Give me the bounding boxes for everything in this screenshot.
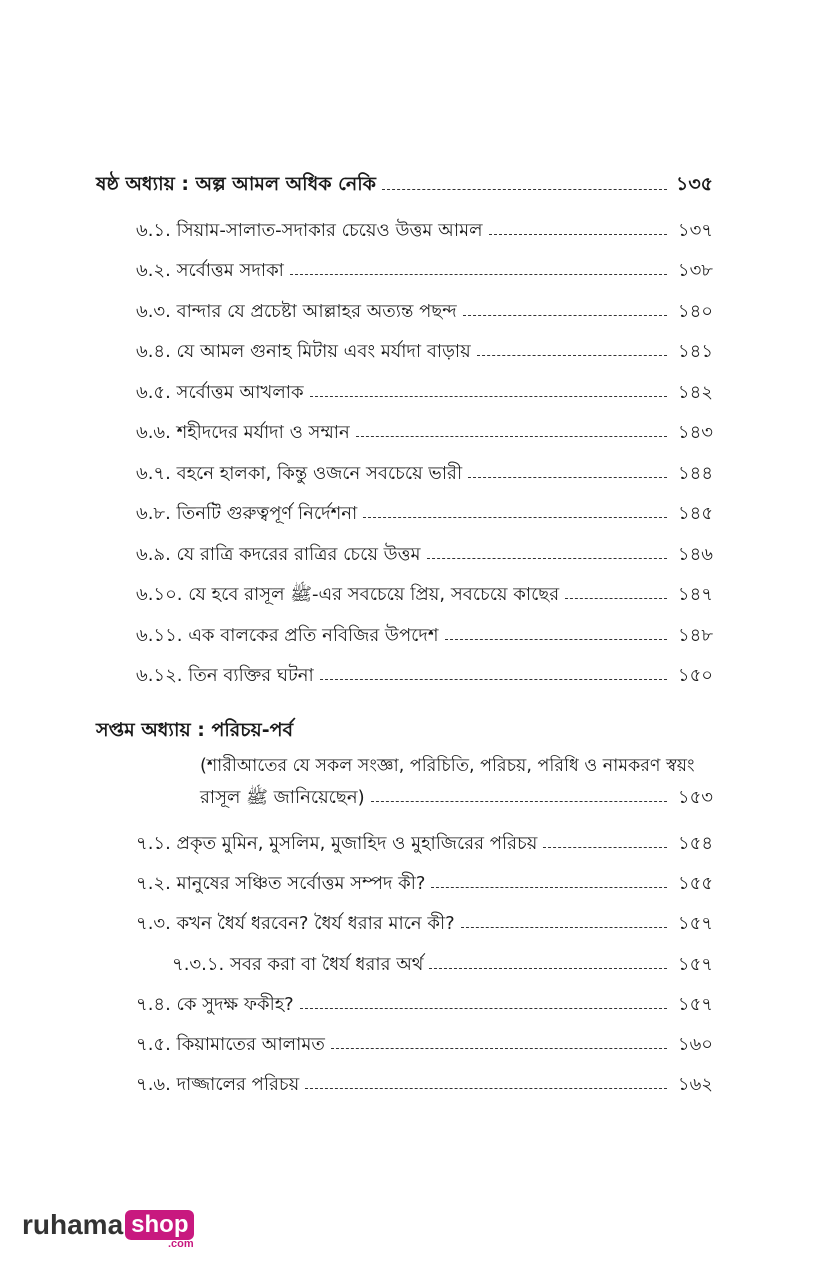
dot-leader [371,801,667,802]
page-number: ১৪৫ [677,502,713,524]
toc-entry [136,216,713,246]
dot-leader [382,189,667,190]
entry-title: ৬.১০. যে হবে রাসূল ﷺ-এর সবচেয়ে প্রিয়, সবচেয়ে কাছের [136,583,560,605]
toc-entry [136,337,713,367]
page-number: ১৩৮ [677,259,713,281]
toc-entry [136,256,713,286]
page-number: ১৪৪ [677,462,713,484]
toc-sub-entry [172,950,713,980]
dot-leader [320,679,667,680]
entry-title: ৭.৩.১. সবর করা বা ধৈর্য ধরার অর্থ [172,953,424,975]
page-number: ১৫৭ [677,953,713,975]
logo-text-ruhama: ruhama [22,1209,124,1240]
dot-leader [305,1088,667,1089]
toc-entry [136,540,713,570]
page-number: ১৫৩ [677,786,713,808]
entry-title: ৭.৫. কিয়ামাতের আলামত [136,1033,325,1055]
dot-leader [331,1048,667,1049]
page-number: ১৪২ [677,381,713,403]
page-number: ১৪৮ [677,624,713,646]
entry-title: ৬.৪. যে আমল গুনাহ মিটায় এবং মর্যাদা বাড়ায় [136,340,471,362]
toc-entry [136,990,713,1020]
entry-title: ৬.১১. এক বালকের প্রতি নবিজির উপদেশ [136,624,439,646]
page-number: ১৫৭ [677,993,713,1015]
dot-leader [356,436,667,437]
dot-leader [468,477,667,478]
toc-entry [136,1030,713,1060]
page-number: ১৪৬ [677,543,713,565]
page-number: ১৬০ [677,1033,713,1055]
page-number: ১৫৫ [677,872,713,894]
page-number: ১৪৭ [677,583,713,605]
toc-chapter-6 [96,171,713,201]
toc-entry [136,661,713,691]
entry-title: ৬.২. সর্বোত্তম সদাকা [136,259,284,281]
entry-title: ৬.৭. বহনে হালকা, কিন্তু ওজনে সবচেয়ে ভারী [136,462,463,484]
dot-leader [431,887,667,888]
ruhamashop-logo [22,1208,194,1250]
toc-entry [136,459,713,489]
page-number: ১৪০ [677,300,713,322]
toc-entry [136,869,713,899]
page-number: ১৫৪ [677,832,713,854]
logo-text-com: .com [168,1238,194,1250]
entry-title: ৬.৫. সর্বোত্তম আখলাক [136,381,304,403]
toc-chapter-7: সপ্তম অধ্যায় : পরিচয়-পর্ব [96,719,294,741]
toc-entry [136,1070,713,1100]
dot-leader [445,639,667,640]
dot-leader [543,847,667,848]
entry-title: ৬.৯. যে রাত্রি কদরের রাত্রির চেয়ে উত্তম [136,543,421,565]
dot-leader [363,517,667,518]
entry-title: ৭.২. মানুষের সঞ্চিত সর্বোত্তম সম্পদ কী? [136,872,426,894]
dot-leader [565,598,667,599]
page-number: ১৪৩ [677,421,713,443]
entry-title: ৬.৩. বান্দার যে প্রচেষ্টা আল্লাহর অত্যন্ত পছন্দ [136,300,457,322]
chapter-7-note-line-2 [200,783,713,813]
entry-title: ৭.৩. কখন ধৈর্য ধরবেন? ধৈর্য ধরার মানে কী? [136,912,455,934]
logo-text-shop: shop [125,1210,194,1240]
page-number: ১৪১ [677,340,713,362]
page-number: ১৬২ [677,1073,713,1095]
toc-entry [136,297,713,327]
entry-title: ৬.১. সিয়াম-সালাত-সদাকার চেয়েও উত্তম আমল [136,219,483,241]
entry-title: ৬.৮. তিনটি গুরুত্বপূর্ণ নির্দেশনা [136,502,358,524]
toc-entry [136,499,713,529]
dot-leader [290,274,667,275]
dot-leader [489,234,668,235]
entry-title: ৭.৪. কে সুদক্ষ ফকীহ? [136,993,294,1015]
dot-leader [477,355,667,356]
entry-title: ৭.৬. দাজ্জালের পরিচয় [136,1073,300,1095]
entry-title: ৭.১. প্রকৃত মুমিন, মুসলিম, মুজাহিদ ও মুহাজিরের পরিচয় [136,832,538,854]
page-number: ১৫০ [677,664,713,686]
entry-title: ৬.৬. শহীদদের মর্যাদা ও সম্মান [136,421,350,443]
dot-leader [461,927,667,928]
page-number: ১৫৭ [677,912,713,934]
dot-leader [427,558,667,559]
page-number: ১৩৫ [675,173,713,195]
toc-entry [136,829,713,859]
toc-entry [136,418,713,448]
chapter-7-note-line-1: (শারীআতের যে সকল সংজ্ঞা, পরিচিতি, পরিচয়, পরিধি ও নামকরণ স্বয়ং [200,755,695,776]
toc-entry [136,621,713,651]
toc-entry [136,378,713,408]
page-number: ১৩৭ [677,219,713,241]
chapter-title: ষষ্ঠ অধ্যায় : অল্প আমল অধিক নেকি [96,173,376,195]
toc-entry [136,909,713,939]
dot-leader [463,315,667,316]
entry-title: ৬.১২. তিন ব্যক্তির ঘটনা [136,664,314,686]
dot-leader [429,968,667,969]
dot-leader [310,396,667,397]
toc-entry [136,580,713,610]
dot-leader [300,1008,667,1009]
note-text: রাসূল ﷺ জানিয়েছেন) [200,786,365,808]
